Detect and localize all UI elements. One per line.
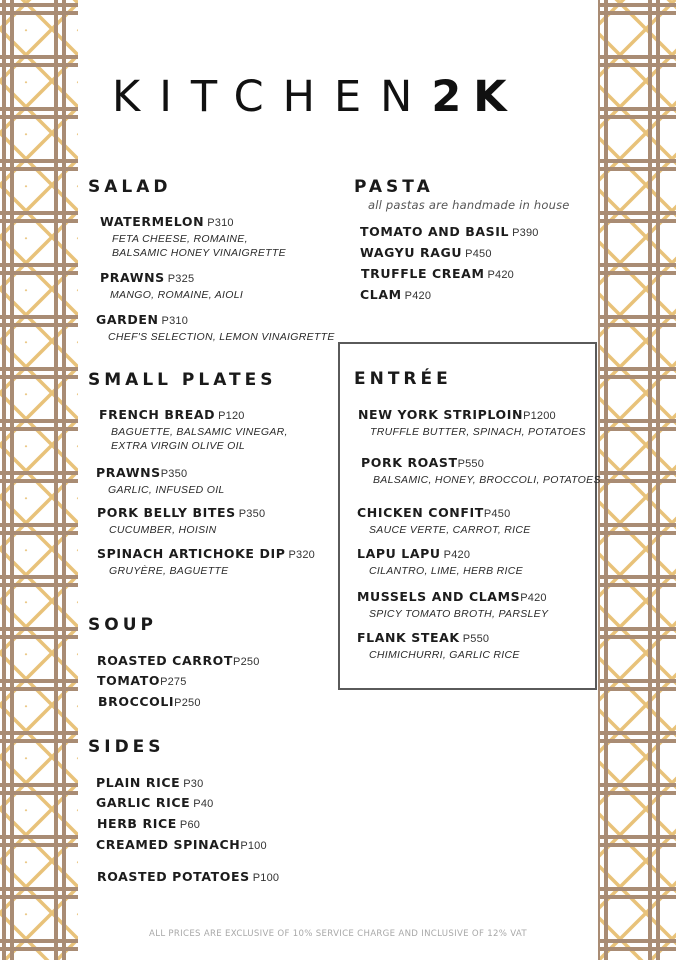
menu-item (97, 670, 187, 689)
item-price: P250 (174, 697, 201, 709)
rattan-pattern-icon (0, 0, 78, 960)
menu-item (360, 284, 431, 303)
item-name: TRUFFLE CREAM (361, 266, 485, 281)
item-desc: SPICY TOMATO BROTH, PARSLEY (369, 608, 549, 620)
item-price: P30 (183, 778, 204, 790)
item-price: P320 (288, 549, 315, 561)
menu-item (100, 267, 243, 302)
menu-item (97, 650, 260, 669)
menu-item (357, 543, 523, 578)
item-name: WATERMELON (100, 214, 205, 229)
item-price: P420 (487, 269, 514, 281)
menu-item (96, 462, 225, 497)
menu-item (360, 221, 539, 240)
item-price: P250 (233, 656, 260, 668)
item-price: P550 (462, 633, 490, 645)
menu-item (357, 627, 520, 662)
logo-text-bold: 2K (431, 72, 519, 122)
item-desc: BALSAMIC HONEY VINAIGRETTE (112, 247, 286, 259)
item-name: FLANK STEAK (357, 630, 460, 645)
item-name: MUSSELS AND CLAMS (357, 589, 521, 604)
menu-item (96, 792, 213, 811)
item-name: ROASTED POTATOES (97, 869, 250, 884)
section-title-entree: ENTRÉE (354, 369, 452, 389)
item-desc: MANGO, ROMAINE, AIOLI (110, 289, 244, 301)
footer-disclaimer: ALL PRICES ARE EXCLUSIVE OF 10% SERVICE CHARGE AND INCLUSIVE OF 12% VAT (149, 929, 527, 939)
menu-item (99, 404, 288, 453)
item-name: BROCCOLI (98, 694, 175, 709)
item-desc: GRUYÈRE, BAGUETTE (109, 565, 229, 577)
item-desc: CILANTRO, LIME, HERB RICE (369, 565, 523, 577)
item-name: PORK ROAST (361, 455, 458, 470)
item-desc: BAGUETTE, BALSAMIC VINEGAR, (111, 426, 288, 438)
menu-item (96, 309, 335, 344)
item-price: P350 (238, 508, 266, 520)
item-price: P40 (193, 798, 214, 810)
menu-item (97, 813, 200, 832)
restaurant-logo (112, 72, 552, 122)
item-price: P60 (179, 819, 201, 831)
item-desc: BALSAMIC, HONEY, BROCCOLI, POTATOES (373, 474, 601, 486)
item-name: GARDEN (96, 312, 159, 327)
section-title-small-plates: SMALL PLATES (88, 370, 277, 390)
item-price: P420 (404, 290, 432, 302)
item-price: P1200 (523, 410, 556, 422)
item-desc: EXTRA VIRGIN OLIVE OIL (111, 440, 245, 452)
item-price: P450 (465, 248, 492, 260)
item-name: HERB RICE (97, 816, 177, 831)
item-name: PLAIN RICE (96, 775, 181, 790)
item-name: CREAMED SPINACH (96, 837, 241, 852)
section-title-salad: SALAD (88, 177, 172, 197)
item-price: P390 (512, 227, 539, 239)
item-price: P325 (167, 273, 195, 285)
item-name: GARLIC RICE (96, 795, 191, 810)
menu-item (97, 866, 279, 885)
menu-item (360, 242, 492, 261)
item-name: NEW YORK STRIPLOIN (358, 407, 524, 422)
menu-item (357, 586, 548, 621)
pasta-note: all pastas are handmade in house (368, 198, 570, 212)
menu-item (97, 502, 265, 537)
item-price: P310 (207, 217, 234, 229)
rattan-pattern-right (598, 0, 676, 960)
section-title-sides: SIDES (88, 737, 165, 757)
menu-item (96, 772, 203, 791)
item-desc: TRUFFLE BUTTER, SPINACH, POTATOES (370, 426, 586, 438)
menu-item (357, 502, 531, 537)
menu-item (358, 404, 586, 439)
section-title-pasta: PASTA (354, 177, 434, 197)
item-price: P100 (240, 840, 267, 852)
section-title-soup: SOUP (88, 615, 157, 635)
menu-item (361, 452, 601, 487)
item-name: WAGYU RAGU (360, 245, 463, 260)
rattan-pattern-left (0, 0, 78, 960)
item-desc: GARLIC, INFUSED OIL (108, 484, 225, 496)
rattan-pattern-icon (598, 0, 676, 960)
item-price: P100 (252, 872, 280, 884)
item-name: PORK BELLY BITES (97, 505, 236, 520)
item-price: P550 (457, 458, 485, 470)
item-name: TOMATO (97, 673, 161, 688)
item-name: PRAWNS (100, 270, 165, 285)
logo-text-light: KITCHEN (112, 72, 432, 122)
item-desc: SAUCE VERTE, CARROT, RICE (369, 524, 531, 536)
menu-item (96, 834, 267, 853)
item-name: PRAWNS (96, 465, 161, 480)
item-name: FRENCH BREAD (99, 407, 216, 422)
item-name: TOMATO AND BASIL (360, 224, 510, 239)
menu-item (97, 543, 315, 578)
item-price: P275 (160, 676, 187, 688)
item-desc: CUCUMBER, HOISIN (109, 524, 217, 536)
item-price: P120 (218, 410, 245, 422)
item-name: SPINACH ARTICHOKE DIP (97, 546, 286, 561)
item-price: P420 (443, 549, 471, 561)
menu-item (100, 211, 286, 260)
item-name: CHICKEN CONFIT (357, 505, 484, 520)
item-desc: CHIMICHURRI, GARLIC RICE (369, 649, 520, 661)
item-name: CLAM (360, 287, 402, 302)
item-desc: FETA CHEESE, ROMAINE, (112, 233, 248, 245)
menu-item (98, 691, 201, 710)
item-price: P420 (520, 592, 547, 604)
item-name: LAPU LAPU (357, 546, 441, 561)
item-name: ROASTED CARROT (97, 653, 234, 668)
item-price: P350 (160, 468, 188, 480)
menu-item (361, 263, 514, 282)
item-price: P450 (483, 508, 511, 520)
item-price: P310 (161, 315, 189, 327)
item-desc: CHEF'S SELECTION, LEMON VINAIGRETTE (108, 331, 335, 343)
